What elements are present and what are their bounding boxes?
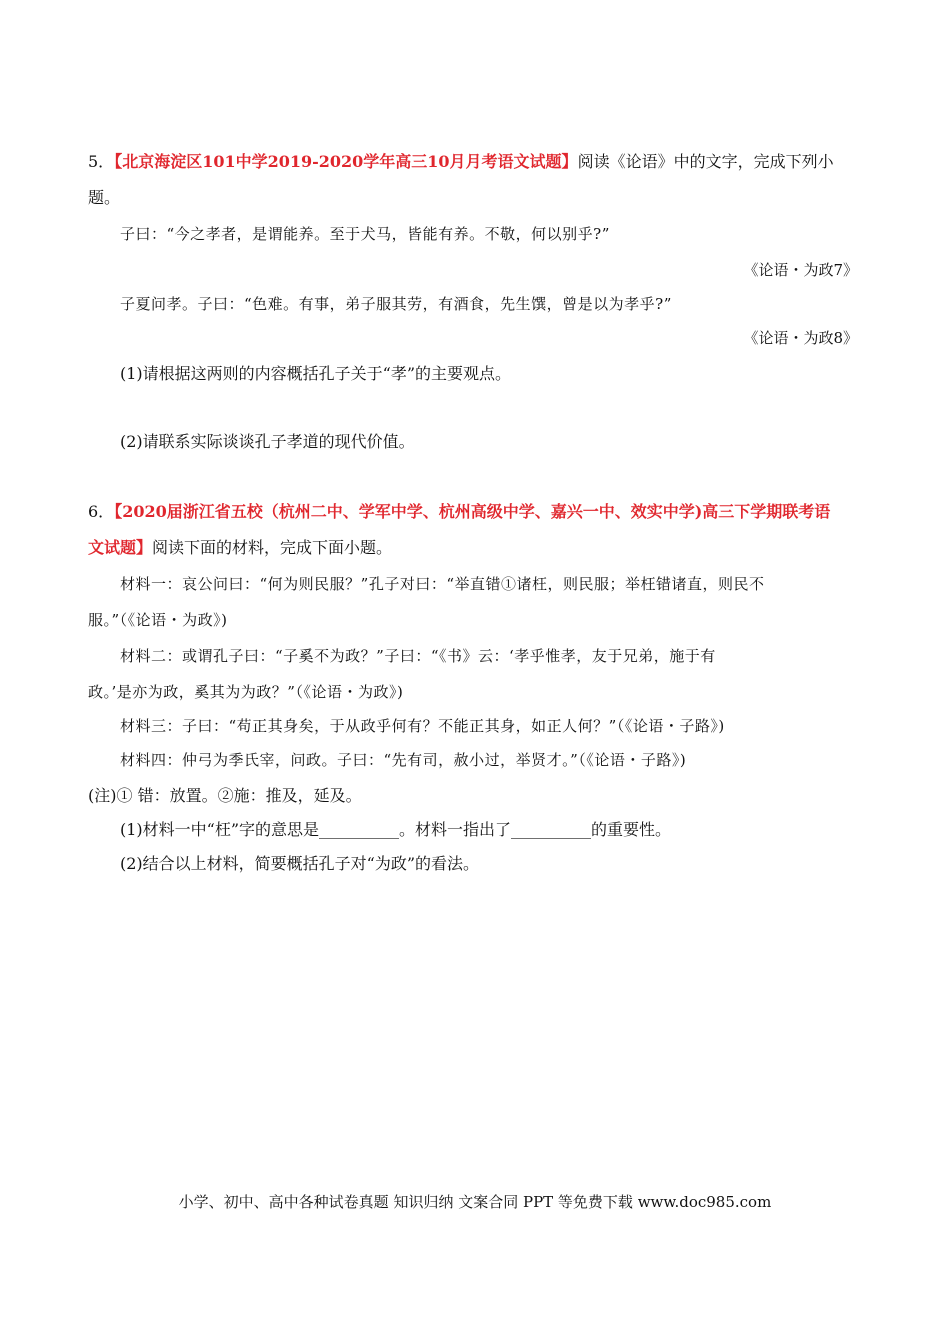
q6-material-4: 材料四：仲弓为季氏宰，问政。子曰：“先有司，赦小过，举贤才。”（《论语・子路》) xyxy=(120,751,687,769)
q6-prompt: 阅读下面的材料，完成下面小题。 xyxy=(152,538,393,557)
q6-subquestion-2: (2)结合以上材料，简要概括孔子对“为政”的看法。 xyxy=(120,854,480,873)
q6-heading-cont xyxy=(88,536,392,560)
q6-number: 6． xyxy=(88,502,115,521)
q5-citation-2: 《论语・为政8》 xyxy=(743,329,858,347)
q6-material-3: 材料三：子曰：“苟正其身矣，于从政乎何有？不能正其身，如正人何？”（《论语・子路》) xyxy=(120,717,725,735)
q5-citation-1: 《论语・为政7》 xyxy=(743,261,858,279)
q5-source: 【北京海淀区101中学2019-2020学年高三10月月考语文试题】 xyxy=(114,152,578,171)
q5-prompt: 阅读《论语》中的文字，完成下列小 xyxy=(577,152,834,171)
page-footer: 小学、初中、高中各种试卷真题 知识归纳 文案合同 PPT 等免费下载 www.doc985.com xyxy=(178,1193,772,1211)
q6-subquestion-1: (1)材料一中“枉”字的意思是__________。材料一指出了__________的重要性。 xyxy=(120,820,672,839)
q6-material-2: 材料二：或谓孔子曰：“子奚不为政？”子曰：“《书》云：‘孝乎惟孝，友于兄弟，施于有 xyxy=(120,647,716,665)
q6-material-1-cont: 服。”（《论语・为政》) xyxy=(88,611,228,629)
q6-heading xyxy=(88,500,830,524)
q6-material-1: 材料一：哀公问曰：“何为则民服？”孔子对曰：“举直错①诸枉，则民服；举枉错诸直，则民不 xyxy=(120,575,765,593)
q6-material-2-cont: 政。’是亦为政，奚其为为政？”（《论语・为政》) xyxy=(88,683,404,701)
q5-subquestion-1: (1)请根据这两则的内容概括孔子关于“孝”的主要观点。 xyxy=(120,364,512,383)
q5-heading xyxy=(88,150,834,174)
q5-subquestion-2: (2)请联系实际谈谈孔子孝道的现代价值。 xyxy=(120,432,415,451)
q5-quote-1: 子曰：“今之孝者，是谓能养。至于犬马，皆能有养。不敬，何以别乎?” xyxy=(120,225,610,243)
q6-source-cont: 文试题】 xyxy=(88,538,153,557)
q6-source: 【2020届浙江省五校（杭州二中、学军中学、杭州高级中学、嘉兴一中、效实中学)高三下学期联考语 xyxy=(114,502,831,521)
q5-quote-2: 子夏问孝。子曰：“色难。有事，弟子服其劳，有酒食，先生馔，曾是以为孝乎?” xyxy=(120,295,672,313)
q5-number: 5． xyxy=(88,152,115,171)
q6-note: (注)① 错：放置。②施：推及，延及。 xyxy=(88,786,362,805)
q5-prompt-cont: 题。 xyxy=(88,188,121,207)
